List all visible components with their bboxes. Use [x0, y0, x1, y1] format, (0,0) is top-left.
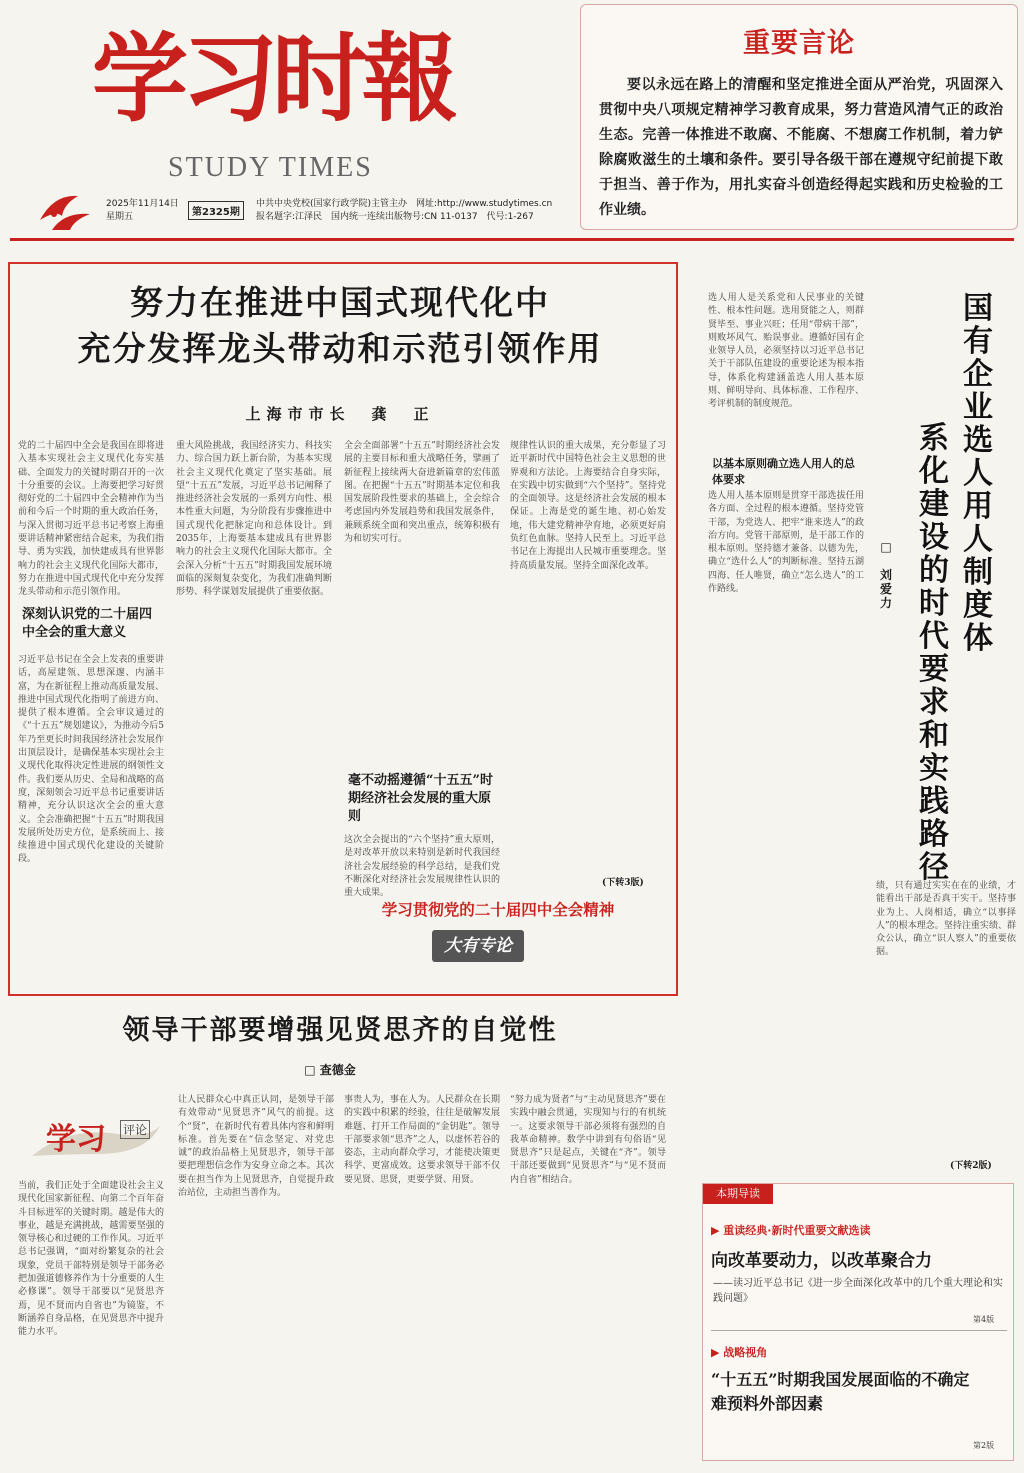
- important-quote-box: [580, 4, 1018, 230]
- guide-divider: [711, 1330, 1007, 1331]
- lead-column-2: 重大风险挑战，我国经济实力、科技实力、综合国力跃上新台阶，为基本实现社会主义现代化奠定了坚实基础。展望“十五五”发展，习近平总书记阐释了推进经济社会发展的一系列方向性、根本性重大问题，为分阶段有步骤推进中国式现代化把脉定向和总体设计。到2035年，上海要基本建成具有世界影响力的社会主义现代化国际大都市。全会深入分析“十五五”时期我国发展环境面临的深刻复杂变化，为我们准确判断形势、科学谋划发展提供了重要依据。: [176, 441, 332, 598]
- guide-item-2-page: 第2版: [973, 1441, 995, 1450]
- lead-subhead-2: 毫不动摇遵循“十五五”时期经济社会发展的重大原则: [348, 773, 493, 824]
- lead-article-author: 上海市市长 龚 正: [245, 405, 435, 423]
- right-article-column-1: 选人用人是关系党和人民事业的关键性、根本性问题。选用贤能之人，则群贤毕至、事业兴旺；任用“带病干部”，则败坏风气、贻误事业。遵循好国有企业领导人员，必须坚持以习近平总书记关于干部队伍建设的重要论述为根本指导，体系化构建涵盖选人用人基本原则、鲜明导向、具体标准、工作程序、考评机制的制度规范。: [708, 293, 864, 410]
- right-article-column-2: 绩，只有通过实实在在的业绩，才能看出干部是否真干实干。坚持事业为上、人岗相适，确立“以事择人”的根本理念。坚持注重实绩、群众公认，确立“识人察人”的重要依据。: [876, 881, 1016, 958]
- newspaper-emblem-icon: [34, 190, 94, 232]
- guide-item-2-tag: ▶ 战略视角: [711, 1346, 768, 1359]
- arrow-icon: ▶: [711, 1224, 724, 1237]
- second-column-3: 事贵人为，事在人为。人民群众在长期的实践中积累的经验，往往是破解发展难题、打开工作局面的“金钥匙”。领导干部要求领“思齐”之人，以虚怀若谷的姿态，主动向群众学习，才能使决策更科学、更富成效。这要求领导干部不仅要见贤、思贤，更要学贤、用贤。: [344, 1095, 500, 1185]
- this-issue-guide: [702, 1183, 1014, 1461]
- lead-column-4: 规律性认识的重大成果，充分彰显了习近平新时代中国特色社会主义思想的世界观和方法论。上海要结合自身实际，在实践中切实做到“六个坚持”。坚持党的全面领导。这是经济社会发展的根本保证。上海是党的诞生地、初心始发地，伟大建党精神孕育地，必须更好肩负红色血脉。坚持人民至上。习近平总书记在上海提出人民城市重要理念。坚持高质量发展。坚持全面深化改革。: [510, 441, 666, 571]
- masthead-divider: [10, 238, 1014, 241]
- right-article-column-1-continued: 选人用人基本原则是贯穿干部选拔任用各方面、全过程的根本遵循。坚持党管干部，为党选人、把牢“谁来选人”的政治方向。党管干部原则，是干部工作的根本原则。坚持德才兼备、以德为先，确立“选什么人”的判断标准。坚持五湖四海、任人唯贤，确立“怎么选人”的工作路线。: [708, 491, 864, 595]
- lead-continued-note: (下转3版): [602, 878, 644, 888]
- masthead-meta-bar: [12, 188, 572, 236]
- masthead-logo: 学习时報: [92, 22, 452, 135]
- arrow-icon: ▶: [711, 1346, 724, 1359]
- second-article-title[interactable]: 领导干部要增强见贤思齐的自觉性: [122, 1015, 558, 1046]
- second-column-2: 让人民群众心中真正认同，是领导干部有效带动“见贤思齐”风气的前提。这个“贤”，在新时代有着具体内容和鲜明标准。首先要在“信念坚定、对党忠诚”的政治品格上见贤思齐，领导干部要把理想信念作为安身立命之本。其次要在担当作为上见贤思齐，自觉提升政治站位，主动担当善作为。: [178, 1095, 334, 1199]
- series-title: 学习贯彻党的二十届四中全会精神: [381, 901, 615, 919]
- guide-item-2-title[interactable]: “十五五”时期我国发展面临的不确定难预料外部因素: [711, 1370, 970, 1413]
- guide-item-1-title[interactable]: 向改革要动力，以改革聚合力: [711, 1251, 932, 1271]
- right-article-author: □ 刘 爱 力: [879, 540, 892, 610]
- quote-body: 要以永远在路上的清醒和坚定推进全面从严治党，巩固深入贯彻中央八项规定精神学习教育成果，努力营造风清气正的政治生态。完善一体推进不敢腐、不能腐、不想腐工作机制，着力铲除腐败滋生的土壤和条件。要引导各级干部在遵规守纪前提下敢于担当、善于作为，用扎实奋斗创造经得起实践和历史检验的工作业绩。: [599, 77, 1003, 218]
- study-review-logo-sub: 评论: [120, 1120, 150, 1139]
- lead-subhead-1: 深刻认识党的二十届四中全会的重大意义: [22, 607, 153, 640]
- lead-column-1-continued: 习近平总书记在全会上发表的重要讲话，高屋建瓴、思想深邃、内涵丰富，为在新征程上推动高质量发展、推进中国式现代化指明了前进方向、提供了根本遵循。全会审议通过的《“十五五”规划建议》，为推动今后5年乃至更长时间我国经济社会发展作出顶层设计，是确保基本实现社会主义现代化取得决定性进展的纲领性文件。我们要从历史、全局和战略的高度，深刻领会习近平总书记重要讲话精神，充分认识这次全会的重大意义。全会准确把握“十五五”时期我国发展所处历史方位，是系统而上、接续推进中国式现代化建设的关键阶段。: [18, 655, 164, 865]
- lead-column-3: 全会全面部署“十五五”时期经济社会发展的主要目标和重大战略任务，擘画了新征程上接续两大奋进新篇章的宏伟蓝图。在把握“十五五”时期基本定位和我国发展阶段性要求的基础上，全会综合考虑国内外发展趋势和我国发展条件，兼顾系统全面和突出重点，统筹积极有为和切实可行。: [344, 441, 500, 545]
- issue-date: 2025年11月14日 星期五: [106, 199, 179, 222]
- study-review-logo-text: 学习: [46, 1122, 106, 1157]
- second-column-4: “努力成为贤者”与“主动见贤思齐”要在实践中融会贯通，实现知与行的有机统一。这要求领导干部必须将有强烈的自我革命精神。数学中讲到有句俗语“见贤思齐”只是起点，关键在“齐”。领导干部还要做到“见贤思齐”与“见不贤而内自省”相结合。: [510, 1095, 666, 1185]
- series-tag: 大有专论: [432, 930, 524, 962]
- second-article-author: □ 查德金: [304, 1063, 356, 1077]
- masthead-english-name: STUDY TIMES: [168, 152, 373, 183]
- right-continued-note: (下转2版): [950, 1161, 992, 1171]
- guide-item-1-tag: ▶ 重读经典·新时代重要文献选读: [711, 1224, 871, 1237]
- right-article-subhead: 以基本原则确立选人用人的总体要求: [712, 457, 855, 486]
- right-title-col-2: 系 化 建 设 的 时 代 要 求 和 实 践 路 径: [919, 421, 949, 885]
- publisher-info: 中共中央党校(国家行政学院)主管主办 网址:http://www.studytimes.cn 报名题字:江泽民 国内统一连续出版物号:CN 11-0137 代号:1-267: [256, 199, 553, 222]
- lead-column-3-continued: 这次全会提出的“六个坚持”重大原则，是对改革开放以来特别是新时代我国经济社会发展经验的科学总结，是我们党不断深化对经济社会发展规律性认识的重大成果。: [344, 835, 500, 899]
- lead-article-title[interactable]: 努力在推进中国式现代化中 充分发挥龙头带动和示范引领作用: [77, 283, 603, 368]
- guide-item-1-page: 第4版: [973, 1315, 995, 1324]
- lead-column-1: 党的二十届四中全会是我国在即将进入基本实现社会主义现代化夯实基础、全面发力的关键时期召开的一次十分重要的会议。上海要把学习好贯彻好党的二十届四中全会精神作为当前和今后一个时期的重大政治任务，与深入贯彻习近平总书记考察上海重要讲话精神紧密结合起来，为我们指导、勇为实践，加快建成具有世界影响力的社会主义现代化国际大都市，努力在推进中国式现代化中充分发挥龙头带动和示范引领作用。: [18, 441, 164, 598]
- guide-header: 本期导读: [703, 1184, 773, 1204]
- quote-heading: 重要言论: [743, 28, 855, 59]
- issue-number: 第2325期: [188, 201, 244, 220]
- study-review-logo: [28, 1096, 164, 1180]
- guide-item-1-subtitle: ——读习近平总书记《进一步全面深化改革中的几个重大理论和实践问题》: [713, 1278, 1003, 1304]
- right-title-col-1: 国 有 企 业 选 人 用 人 制 度 体: [963, 291, 993, 656]
- second-column-1: 当前，我们正处于全面建设社会主义现代化国家新征程、向第二个百年奋斗目标进军的关键时期。越是伟大的事业，越是充满挑战，越需要坚强的领导核心和过硬的工作作风。习近平总书记强调，“面对纷繁复杂的社会现象，党员干部特别是领导干部务必把加强道德修养作为十分重要的人生必修课”。领导干部要以“见贤思齐焉，见不贤而内自省也”为镜鉴，不断涵养自身品格，在见贤思齐中提升能力水平。: [18, 1181, 164, 1338]
